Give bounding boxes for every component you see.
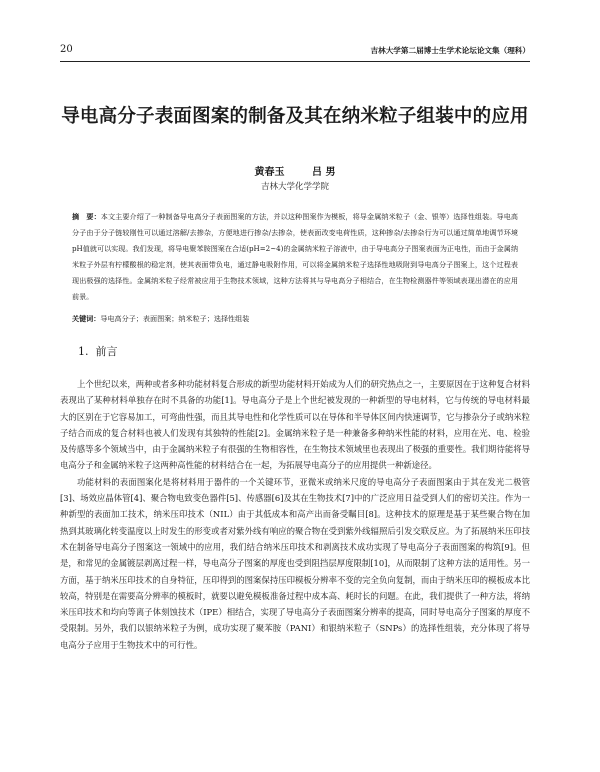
abstract xyxy=(72,209,518,305)
section-heading xyxy=(78,343,118,359)
author-2: 吕 男 xyxy=(312,167,336,178)
page-header xyxy=(60,44,530,60)
keywords-label: 关键词： xyxy=(72,314,101,323)
paragraph-1: 上个世纪以来，两种或者多种功能材料复合形成的新型功能材料开始成为人们的研究热点之一，主要原因在于这种复合材料表现出了某种材料单独存在时不具备的功能[1]。导电高分子是上个世纪被发现的一种新型的导电材料，它与传统的导电材料最大的区别在于它容易加工，可弯曲性强，而且其导电性和化学性质可以在导体和半导体区间内快速调节，它与掺杂分子或纳米粒子结合而成的复合材料也被人们发现有其独特的性能[2]。金属纳米粒子是一种兼备多种纳米性能的材料，应用在光、电、检验及传感等多个领域当中，由于金属纳米粒子有很强的生物相容性，在生物技术领域里也表现出了极强的重要性。我们期待能将导电高分子和金属纳米粒子这两种高性能的材料结合在一起，为拓展导电高分子的应用提供一种新途径。 xyxy=(60,379,530,471)
abstract-label: 摘 要： xyxy=(72,212,101,221)
journal-title: 吉林大学第二届博士生学术论坛论文集（理科） xyxy=(370,46,530,55)
affiliation: 吉林大学化学学院 xyxy=(260,182,329,192)
keywords-text: 导电高分子；表面图案；纳米粒子；选择性组装 xyxy=(100,314,250,323)
body-text xyxy=(60,376,530,653)
header-rule xyxy=(60,61,530,62)
section-title: 前言 xyxy=(95,345,118,358)
paper-title: 导电高分子表面图案的制备及其在纳米粒子组装中的应用 xyxy=(61,106,529,127)
author-1: 黄春玉 xyxy=(254,167,285,178)
abstract-text: 本文主要介绍了一种制备导电高分子表面图案的方法，并以这种图案作为模板，将导金属纳米粒子（金、银等）选择性组装。导电高分子由于分子链较刚性可以通过溶解/去掺杂，方便地进行掺杂/去掺杂，使表面改变电荷性质，这种掺杂/去掺杂行为可以通过简单地调节环境pH值就可以实现。我们发现，将导电聚苯胺图案在合适(pH=2~4)的金属纳米粒子溶液中，由于导电高分子图案表面为正电性，而由于金属纳米粒子外层有柠檬酸根的稳定剂，使其表面带负电，通过静电吸附作用，可以将金属纳米粒子选择性地吸附到导电高分子图案上，这个过程表现出极强的选择性。金属纳米粒子经常被应用于生物技术领域，这种方法将其与导电高分子相结合，在生物检测器件等领域表现出潜在的应用前景。 xyxy=(72,212,518,301)
authors xyxy=(60,163,530,178)
keywords xyxy=(72,311,518,327)
paragraph-2: 功能材料的表面图案化是将材料用于器件的一个关键环节，亚微米或纳米尺度的导电高分子表面图案由于其在发光二极管[3]、场效应晶体管[4]、聚合物电致变色器件[5]、传感器[6]及其在生物技术[7]中的广泛应用日益受到人们的密切关注。作为一种新型的表面加工技术，纳米压印技术（NIL）由于其低成本和高产出而备受瞩目[8]。这种技术的原理是基于某些聚合物在加热到其玻璃化转变温度以上时发生的形变或者对紫外线有响应的聚合物在受到紫外线辐照后引发交联反应。为了拓展纳米压印技术在制备导电高分子图案这一领域中的应用，我们结合纳米压印技术和剥离技术成功实现了导电高分子表面图案的构筑[9]。但是，和常见的金属镀层剥离过程一样，导电高分子图案的厚度也受到阻挡层厚度限制[10]，从而限制了这种方法的适用性。另一方面，基于纳米压印技术的自身特征，压印得到的图案保持压印模板分辨率不变的完全负向复制，而由于纳米压印的模板成本比较高，特别是在需要高分辨率的模板时，就要以避免模板准备过程中成本高、耗时长的问题。在此，我们提供了一种方法，将纳米压印技术和均向等离子体刻蚀技术（IPE）相结合，实现了导电高分子表面图案分辨率的提高，同时导电高分子图案的厚度不受限制。另外，我们以银纳米粒子为例，成功实现了聚苯胺（PANI）和银纳米粒子（SNPs）的选择性组装，充分体现了将导电高分子应用于生物技术中的可行性。 xyxy=(60,476,530,650)
section-number: 1. xyxy=(78,345,89,358)
page-number: 20 xyxy=(60,44,73,55)
